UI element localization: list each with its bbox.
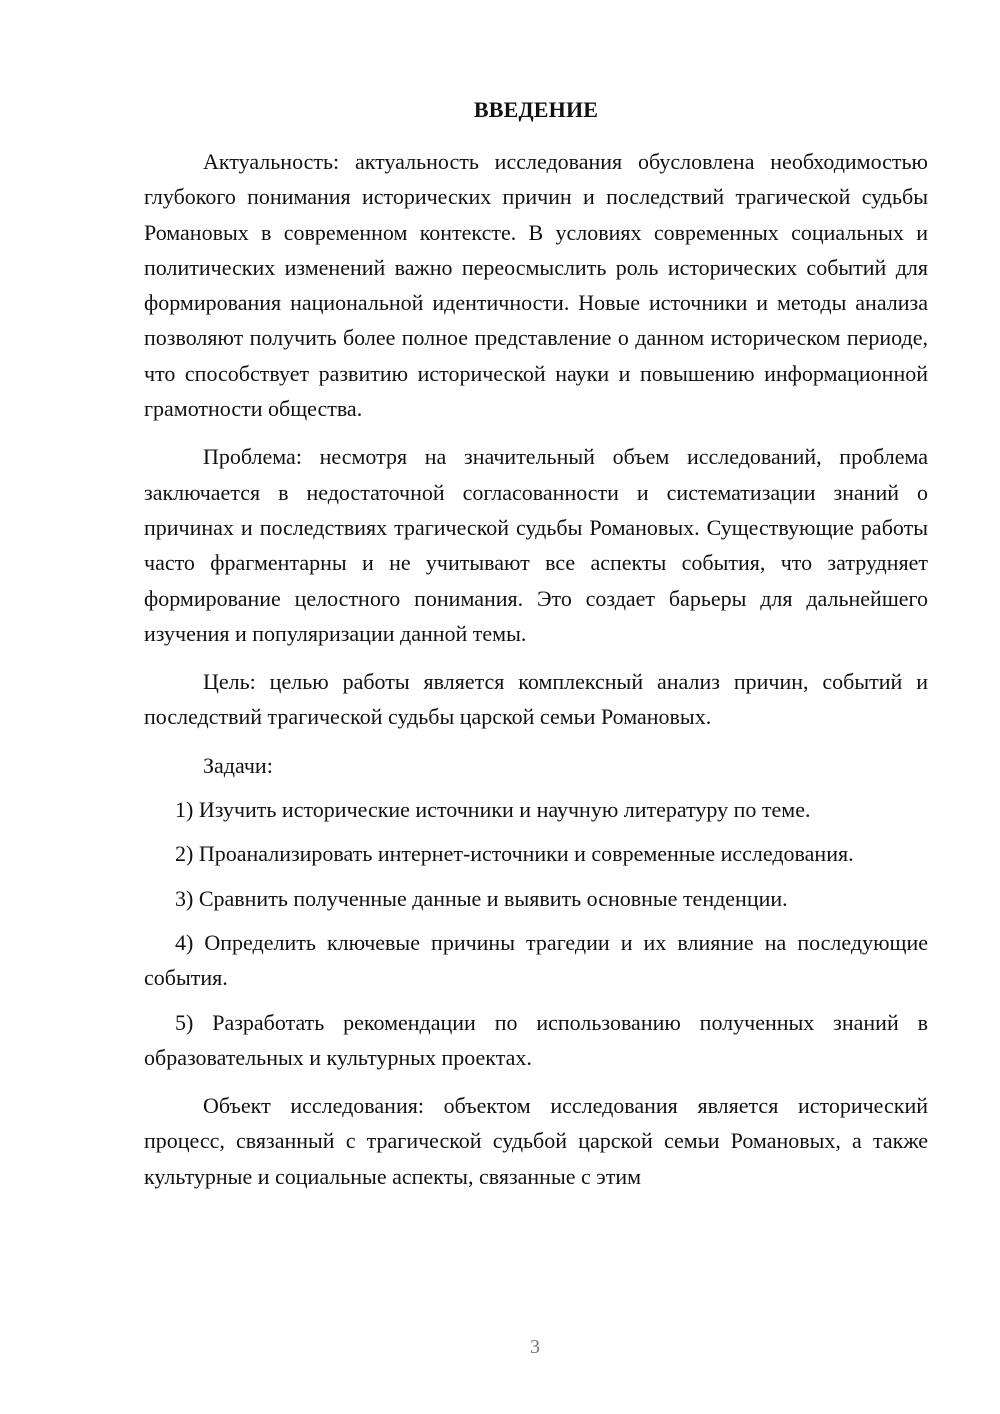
- object-paragraph: Объект исследования: объектом исследования является исторический процесс, связанный с трагической судьбой царской семьи Романовых, а также культурные и социальные аспекты, связанные с этим: [144, 1093, 928, 1189]
- task-item: 3) Сравнить полученные данные и выявить основные тенденции.: [175, 885, 788, 911]
- task-item: 5) Разработать рекомендации по использованию полученных знаний в образовательных и культурных проектах.: [144, 1009, 928, 1070]
- goal-paragraph: Цель: целью работы является комплексный анализ причин, событий и последствий трагической судьбы царской семьи Романовых.: [144, 669, 928, 730]
- section-heading: ВВЕДЕНИЕ: [473, 97, 599, 122]
- task-item: 2) Проанализировать интернет-источники и современные исследования.: [175, 841, 854, 867]
- problem-paragraph: Проблема: несмотря на значительный объем исследований, проблема заключается в недостаточной согласованности и систематизации знаний о причинах и последствиях трагической судьбы Романовых. Существующие работы часто фрагментарны и не учитывают все аспекты события, что затрудняет формирование целостного понимания. Это создает барьеры для дальнейшего изучения и популяризации данной темы.: [144, 444, 928, 646]
- task-item: 1) Изучить исторические источники и научную литературу по теме.: [175, 797, 811, 823]
- document-body: [144, 92, 928, 1203]
- page-number: 3: [530, 1336, 540, 1358]
- task-item: 4) Определить ключевые причины трагедии и их влияние на последующие события.: [144, 929, 928, 991]
- relevance-paragraph: Актуальность: актуальность исследования обусловлена необходимостью глубокого понимания исторических причин и последствий трагической судьбы Романовых в современном контексте. В условиях современных социальных и политических изменений важно переосмыслить роль исторических событий для формирования национальной идентичности. Новые источники и методы анализа позволяют получить более полное представление о данном историческом периоде, что способствует развитию исторической науки и повышению информационной грамотности общества.: [144, 149, 928, 422]
- tasks-heading: Задачи:: [203, 752, 273, 778]
